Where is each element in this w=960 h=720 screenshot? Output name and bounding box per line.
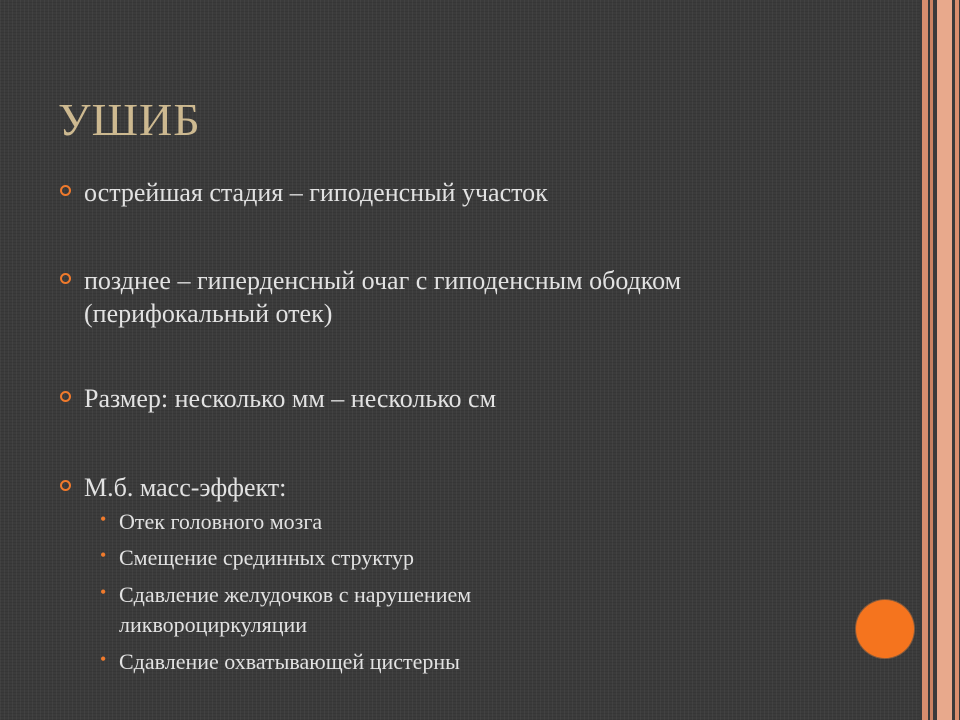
- decorative-stripes: [920, 0, 960, 720]
- stripe: [937, 0, 952, 720]
- bullet-item-1: [84, 176, 844, 209]
- dot-bullet-icon: •: [100, 582, 107, 602]
- sub-bullet-text-3: Сдавление желудочков с нарушением ликвороциркуляции: [119, 582, 472, 637]
- stripe: [922, 0, 928, 720]
- sub-bullet-text-2: Смещение срединных структур: [119, 545, 414, 570]
- sub-bullet-item-2: [100, 543, 759, 573]
- bullet-text-1: острейшая стадия – гиподенсный участок: [84, 178, 548, 207]
- dot-bullet-icon: •: [100, 509, 107, 529]
- ring-bullet-icon: [60, 391, 71, 402]
- sub-bullet-text-4: Сдавление охватывающей цистерны: [119, 649, 460, 674]
- sub-bullet-text-1: Отек головного мозга: [119, 509, 323, 534]
- bullet-item-3: [84, 382, 844, 415]
- ring-bullet-icon: [60, 480, 71, 491]
- stripe: [930, 0, 933, 720]
- stripe: [955, 0, 959, 720]
- bullet-item-4: [84, 471, 844, 504]
- bullet-text-2: позднее – гиперденсный очаг с гиподенсным ободком (перифокальный отек): [84, 266, 682, 328]
- bullet-text-3: Размер: несколько мм – несколько см: [84, 384, 497, 413]
- ring-bullet-icon: [60, 273, 71, 284]
- bullet-item-2: [84, 264, 764, 330]
- sub-bullet-item-4: [100, 647, 759, 677]
- bullet-text-4: М.б. масс-эффект:: [84, 473, 287, 502]
- orange-circle-decoration: [856, 600, 914, 658]
- sub-bullet-item-3: [100, 580, 619, 640]
- dot-bullet-icon: •: [100, 545, 107, 565]
- ring-bullet-icon: [60, 185, 71, 196]
- sub-bullet-item-1: [100, 507, 759, 537]
- dot-bullet-icon: •: [100, 649, 107, 669]
- slide-title: УШИБ: [58, 94, 201, 145]
